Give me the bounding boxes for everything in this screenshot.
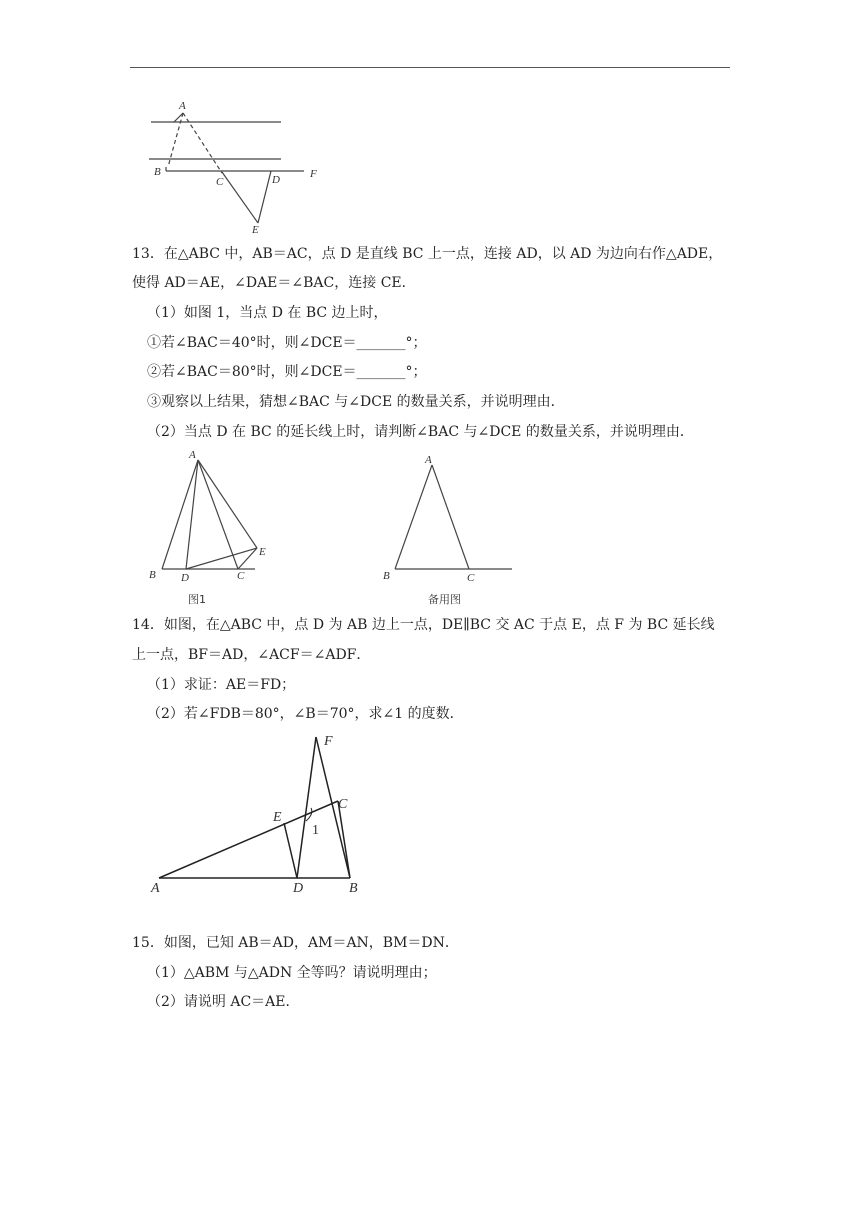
label-F: F	[310, 168, 317, 180]
label-C: C	[467, 572, 475, 584]
label-E: E	[259, 546, 266, 558]
figure-13-1	[140, 445, 290, 610]
figure-caption: 备用图	[428, 593, 461, 606]
angle-label-1: 1	[312, 823, 319, 838]
label-B: B	[349, 881, 358, 896]
label-C: C	[237, 570, 245, 582]
figure-14	[145, 725, 385, 900]
label-D: D	[272, 174, 280, 186]
q14-part2: （2）若∠FDB＝80°，∠B＝70°，求∠1 的度数．	[147, 706, 464, 722]
label-F: F	[324, 734, 333, 749]
q15-part1: （1）△ABM 与△ADN 全等吗？请说明理由；	[147, 965, 437, 981]
label-D: D	[181, 572, 189, 584]
q14-stem-line1: 14．如图，在△ABC 中，点 D 为 AB 边上一点，DE∥BC 交 AC 于点 E，点 F 为 BC 延长线	[132, 617, 715, 633]
label-B: B	[149, 569, 156, 581]
q14-part1: （1）求证：AE＝FD；	[147, 677, 296, 693]
figure-13-backup	[375, 445, 520, 610]
label-E: E	[273, 810, 282, 825]
q13-sub1: ①若∠BAC＝40°时，则∠DCE＝_______°；	[147, 335, 427, 351]
q14-stem-line2: 上一点，BF＝AD，∠ACF＝∠ADF．	[132, 647, 371, 663]
q13-part2: （2）当点 D 在 BC 的延长线上时，请判断∠BAC 与∠DCE 的数量关系，并说明理由．	[147, 424, 694, 440]
label-B: B	[383, 570, 390, 582]
q13-stem-line2: 使得 AD＝AE，∠DAE＝∠BAC，连接 CE．	[132, 275, 416, 291]
label-C: C	[216, 176, 224, 188]
label-E: E	[252, 224, 259, 236]
figure-caption: 图1	[188, 593, 206, 606]
q13-sub3: ③观察以上结果，猜想∠BAC 与∠DCE 的数量关系，并说明理由．	[147, 394, 565, 410]
label-A: A	[189, 449, 196, 461]
q13-sub2: ②若∠BAC＝80°时，则∠DCE＝_______°；	[147, 364, 427, 380]
label-A: A	[179, 100, 186, 112]
figure-top	[140, 95, 340, 240]
q15-part2: （2）请说明 AC＝AE．	[147, 994, 300, 1010]
label-C: C	[338, 797, 348, 812]
label-B: B	[154, 166, 161, 178]
label-D: D	[293, 881, 304, 896]
q13-stem-line1: 13．在△ABC 中，AB＝AC，点 D 是直线 BC 上一点，连接 AD，以 AD 为边向右作△ADE，	[132, 246, 723, 262]
q15-stem: 15．如图，已知 AB＝AD，AM＝AN，BM＝DN．	[132, 935, 459, 951]
label-A: A	[151, 881, 160, 896]
q13-part1: （1）如图 1，当点 D 在 BC 边上时，	[147, 305, 388, 321]
header-rule	[130, 67, 730, 68]
label-A: A	[425, 454, 432, 466]
